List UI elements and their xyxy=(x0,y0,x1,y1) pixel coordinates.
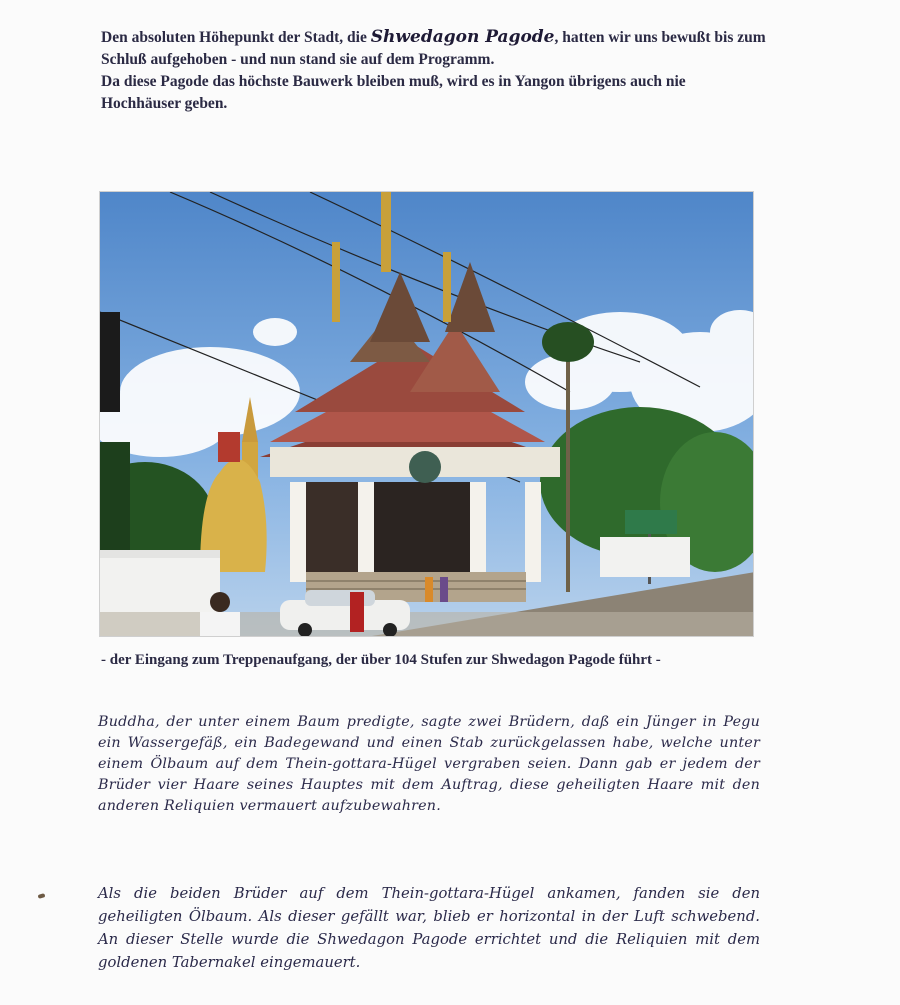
photo-caption: - der Eingang zum Treppenaufgang, der über 104 Stufen zur Shwedagon Pagode führt - xyxy=(101,652,661,668)
intro-text xyxy=(101,26,766,115)
pagoda-name-highlight: Shwedagon Pagode xyxy=(370,27,555,47)
story-paragraph-2: Als die beiden Brüder auf dem Thein-gottara-Hügel ankamen, fanden sie den geheiligten Ölbaum. Als dieser gefällt war, blieb er horizontal in der Luft schwebend. An dieser Stelle wurde die Shwedagon Pagode errichtet und die Reliquien mit dem goldenen Tabernakel eingemauert. xyxy=(98,885,760,971)
margin-mark xyxy=(38,893,46,899)
story-paragraph-1: Buddha, der unter einem Baum predigte, sagte zwei Brüdern, daß ein Jünger in Pegu ein Wassergefäß, ein Badegewand und einen Stab zurückgelassen habe, welche unter einem Ölbaum auf dem Thein-gottara-Hügel vergraben seien. Dann gab er jedem der Brüder vier Haare seines Hauptes mit dem Auftrag, diese geheiligten Haare mit den anderen Reliquien vermauert aufzubewahren. xyxy=(98,714,760,814)
intro-paragraph-2: Da diese Pagode das höchste Bauwerk bleiben muß, wird es in Yangon übrigens auch nie Hochhäuser geben. xyxy=(101,73,686,112)
pagoda-entrance-photo xyxy=(99,191,754,637)
intro-paragraph-1: Den absoluten Höhepunkt der Stadt, die Shwedagon Pagode, hatten wir uns bewußt bis zum Schluß aufgehoben - und nun stand sie auf dem Programm. xyxy=(101,27,766,68)
